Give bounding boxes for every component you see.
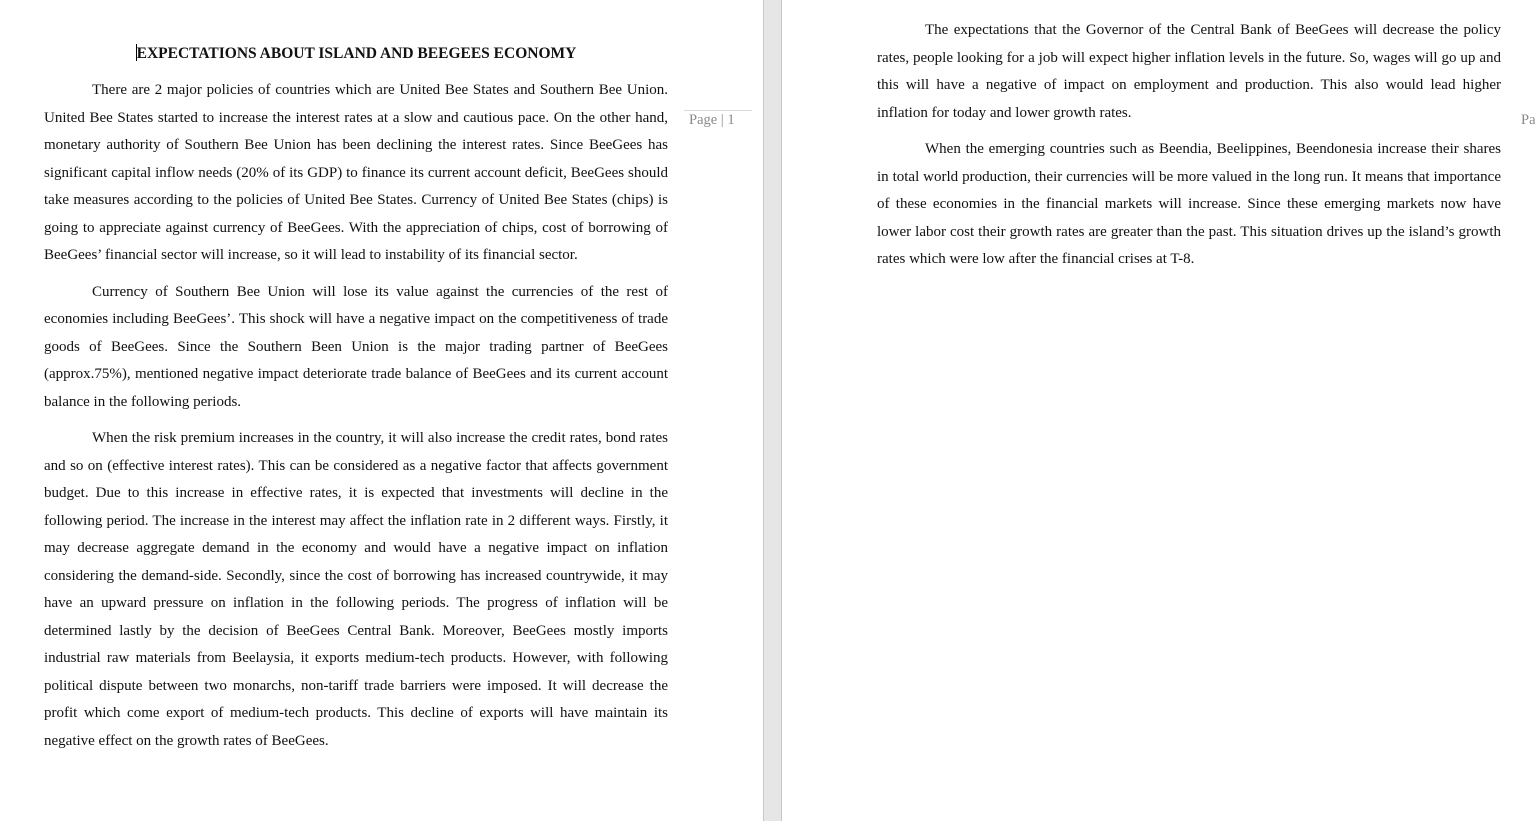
page-number-1: Page | 1 bbox=[689, 112, 735, 128]
page-gap-divider bbox=[763, 0, 782, 821]
page-1-body[interactable] bbox=[44, 40, 668, 764]
paragraph-5[interactable]: When the emerging countries such as Beendia, Beelippines, Beendonesia increase their shares in total world production, their currencies will be more valued in the long run. It means that importance of these economies in the financial markets will increase. Since these emerging markets now have lower labor cost their growth rates are greater than the past. This situation drives up the island’s growth rates which were low after the financial crises at T-8. bbox=[877, 141, 1501, 267]
page-2-body[interactable] bbox=[877, 17, 1501, 283]
page-number-rule bbox=[684, 110, 752, 111]
paragraph-3[interactable]: When the risk premium increases in the country, it will also increase the credit rates, bond rates and so on (effective interest rates). This can be considered as a negative factor that affects government budget. Due to this increase in effective rates, it is expected that investments will decline in the following period. The increase in the interest may affect the inflation rate in 2 different ways. Firstly, it may decrease aggregate demand in the economy and would have a negative impact on inflation considering the demand-side. Secondly, since the cost of borrowing has increased countrywide, it may have an upward pressure on inflation in the following periods. The progress of inflation will be determined lastly by the decision of BeeGees Central Bank. Moreover, BeeGees mostly imports industrial raw materials from Beelaysia, it exports medium-tech products. However, with following political dispute between two monarchs, non-tariff trade barriers were imposed. It will decrease the profit which come export of medium-tech products. This decline of exports will have maintain its negative effect on the growth rates of BeeGees. bbox=[44, 430, 668, 749]
page-number-2-partial: Pa bbox=[1521, 112, 1535, 128]
document-page-2[interactable] bbox=[782, 0, 1535, 821]
paragraph-4[interactable]: The expectations that the Governor of the Central Bank of BeeGees will decrease the policy rates, people looking for a job will expect higher inflation levels in the future. So, wages will go up and this will have a negative of impact on employment and production. This also would lead higher inflation for today and lower growth rates. bbox=[877, 22, 1501, 121]
paragraph-1[interactable]: There are 2 major policies of countries which are United Bee States and Southern Bee Union. United Bee States started to increase the interest rates at a slow and cautious pace. On the other hand, monetary authority of Southern Bee Union has been declining the interest rates. Since BeeGees has significant capital inflow needs (20% of its GDP) to finance its current account deficit, BeeGees should take measures according to the policies of United Bee States. Currency of United Bee States (chips) is going to appreciate against currency of BeeGees. With the appreciation of chips, cost of borrowing of BeeGees’ financial sector will increase, so it will lead to instability of its financial sector. bbox=[44, 82, 668, 263]
paragraph-2[interactable]: Currency of Southern Bee Union will lose its value against the currencies of the rest of economies including BeeGees’. This shock will have a negative impact on the competitiveness of trade goods of BeeGees. Since the Southern Been Union is the major trading partner of BeeGees (approx.75%), mentioned negative impact deteriorate trade balance of BeeGees and its current account balance in the following periods. bbox=[44, 283, 668, 410]
document-title[interactable] bbox=[44, 40, 668, 68]
document-title-text: EXPECTATIONS ABOUT ISLAND AND BEEGEES ECONOMY bbox=[136, 45, 577, 62]
document-page-1[interactable] bbox=[0, 0, 763, 821]
